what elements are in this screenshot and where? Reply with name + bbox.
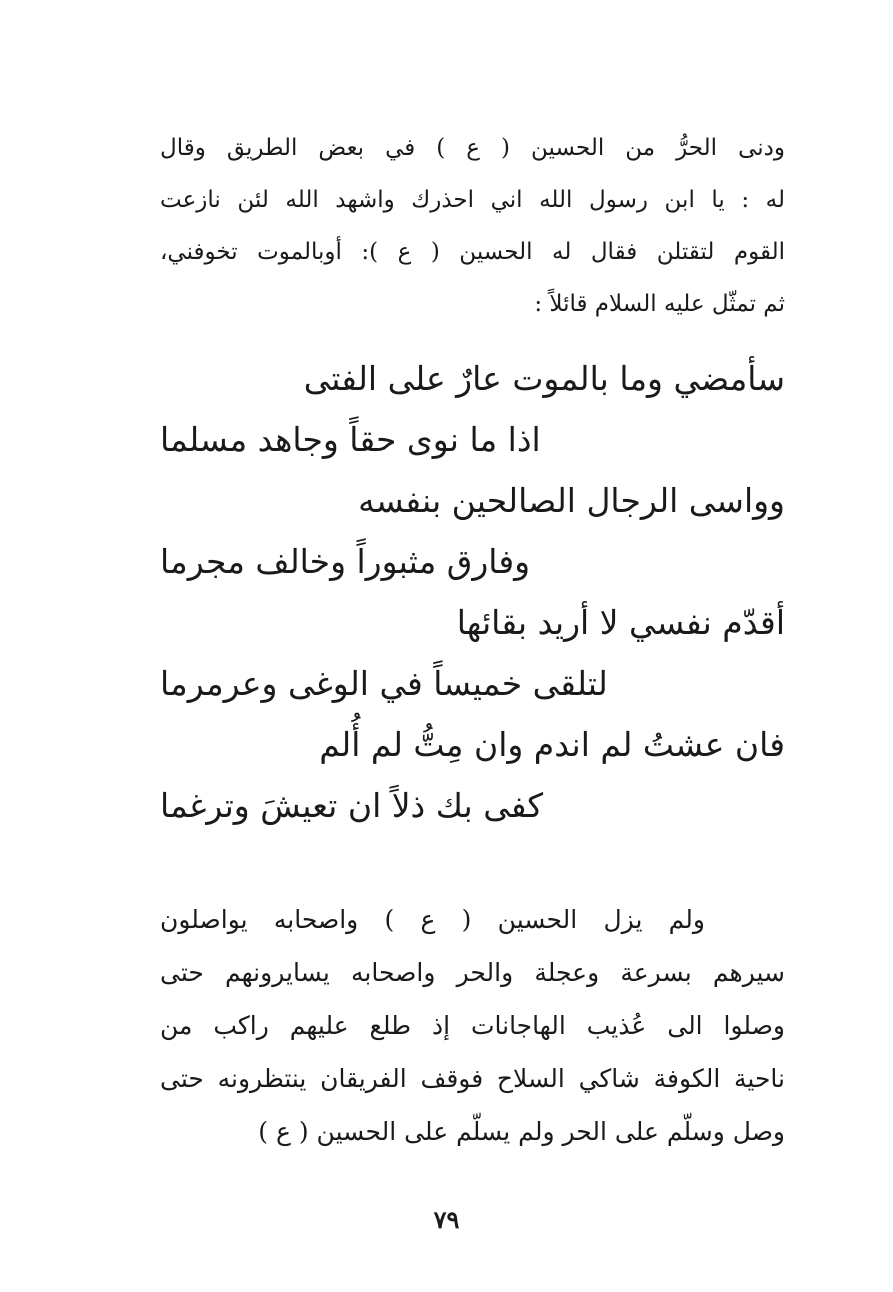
poem: [160, 348, 785, 836]
closing-line-2: سيرهم بسرعة وعجلة والحر واصحابه يسايرونهم حتى: [160, 958, 785, 987]
poem-verse-4: وفارق مثبوراً وخالف مجرما: [160, 542, 531, 581]
closing-line-3: وصلوا الى عُذيب الهاجانات إذ طلع عليهم راكب من: [160, 1011, 785, 1040]
intro-line-2: له : يا ابن رسول الله اني احذرك واشهد الله لئن نازعت: [160, 187, 785, 213]
page-number: ٧٩: [433, 1205, 460, 1234]
intro-line-1: ودنى الحرُّ من الحسين ( ع ) في بعض الطريق وقال: [160, 135, 785, 161]
closing-line-5: وصل وسلّم على الحر ولم يسلّم على الحسين ( ع ): [258, 1117, 785, 1146]
poem-verse-8: كفى بك ذلاً ان تعيشَ وترغما: [160, 786, 544, 825]
poem-verse-3: وواسى الرجال الصالحين بنفسه: [358, 481, 785, 520]
closing-line-4: ناحية الكوفة شاكي السلاح فوقف الفريقان ينتظرونه حتى: [160, 1064, 785, 1093]
intro-line-3: القوم لتقتلن فقال له الحسين ( ع ): أوبالموت تخوفني،: [160, 239, 785, 265]
poem-verse-7: فان عشتُ لم اندم وان مِتُّ لم أُلم: [319, 725, 785, 764]
poem-verse-5: أقدّم نفسي لا أريد بقائها: [456, 603, 785, 642]
intro-line-4: ثم تمثّل عليه السلام قائلاً :: [534, 291, 785, 317]
closing-line-1: ولم يزل الحسين ( ع ) واصحابه يواصلون: [160, 905, 705, 934]
poem-verse-1: سأمضي وما بالموت عارٌ على الفتى: [303, 359, 785, 398]
intro-paragraph: [160, 122, 785, 330]
poem-verse-2: اذا ما نوى حقاً وجاهد مسلما: [160, 420, 541, 459]
poem-verse-6: لتلقى خميساً في الوغى وعرمرما: [160, 664, 608, 703]
closing-paragraph: [160, 893, 785, 1158]
